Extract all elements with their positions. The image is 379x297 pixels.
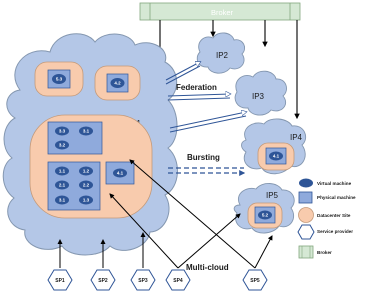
cloud-ip4-label: IP4 — [289, 133, 303, 142]
cloud-ip5 — [234, 183, 294, 233]
vm-label: 3.3 — [58, 128, 66, 134]
cloud-ip2 — [197, 33, 244, 73]
service-provider-sp1 — [48, 270, 72, 290]
broker-label: Broker — [210, 8, 234, 17]
datacenter-site — [95, 66, 140, 100]
legend-site-label: Datacenter Site — [317, 213, 351, 218]
bursting-arrow — [168, 168, 244, 173]
vm-label: 5.2 — [261, 212, 269, 218]
federation-arrows — [166, 62, 246, 132]
datacenter-site — [35, 62, 83, 96]
vm-label: 3.2 — [58, 142, 66, 148]
sp-label: SP4 — [173, 278, 183, 284]
legend-broker-icon — [299, 246, 313, 258]
vm-label: 2.1 — [58, 182, 66, 188]
vm-label: 5.3 — [55, 76, 63, 82]
vm-label: 2.2 — [82, 182, 90, 188]
cloud-ip5-label: IP5 — [265, 191, 279, 200]
cloud-ip2-label: IP2 — [215, 51, 229, 60]
vm-label: 4.1 — [116, 170, 124, 176]
legend-sp-label: Service provider — [317, 229, 354, 234]
sp-label: SP2 — [98, 278, 108, 284]
legend-vm-icon — [299, 179, 313, 188]
legend-pm-icon — [299, 192, 312, 203]
cloud-ip3-label: IP3 — [251, 92, 265, 101]
vm-label: 1.3 — [82, 197, 90, 203]
legend — [298, 179, 356, 259]
legend-site-icon — [299, 208, 314, 223]
legend-pm-label: Physical machine — [317, 195, 356, 200]
sp-label: SP3 — [138, 278, 148, 284]
datacenter-site — [30, 115, 152, 218]
legend-broker-label: Broker — [317, 250, 332, 255]
vm-label: 1.1 — [58, 168, 66, 174]
cloud-ip4 — [242, 119, 306, 174]
legend-sp-icon — [298, 225, 314, 239]
broker-bar — [140, 3, 300, 20]
legend-vm-label: Virtual machine — [317, 181, 352, 186]
federation-label: Federation — [176, 83, 217, 92]
vm-label: 4.2 — [114, 80, 121, 86]
service-provider-sp5 — [243, 270, 267, 290]
sp-label: SP5 — [250, 278, 260, 284]
service-provider-sp3 — [131, 270, 155, 290]
physical-machine — [48, 122, 102, 154]
service-provider-sp4 — [166, 270, 190, 290]
vm-label: 3.1 — [82, 128, 90, 134]
cloud-ip3 — [235, 71, 286, 115]
service-provider-sp2 — [91, 270, 115, 290]
bursting-label: Bursting — [187, 153, 220, 162]
multi-cloud-label: Multi-cloud — [186, 263, 229, 272]
vm-label: 3.1 — [58, 197, 66, 203]
sp-label: SP1 — [55, 278, 65, 284]
vm-label: 1.2 — [82, 168, 90, 174]
vm-label: 4.1 — [272, 153, 280, 159]
